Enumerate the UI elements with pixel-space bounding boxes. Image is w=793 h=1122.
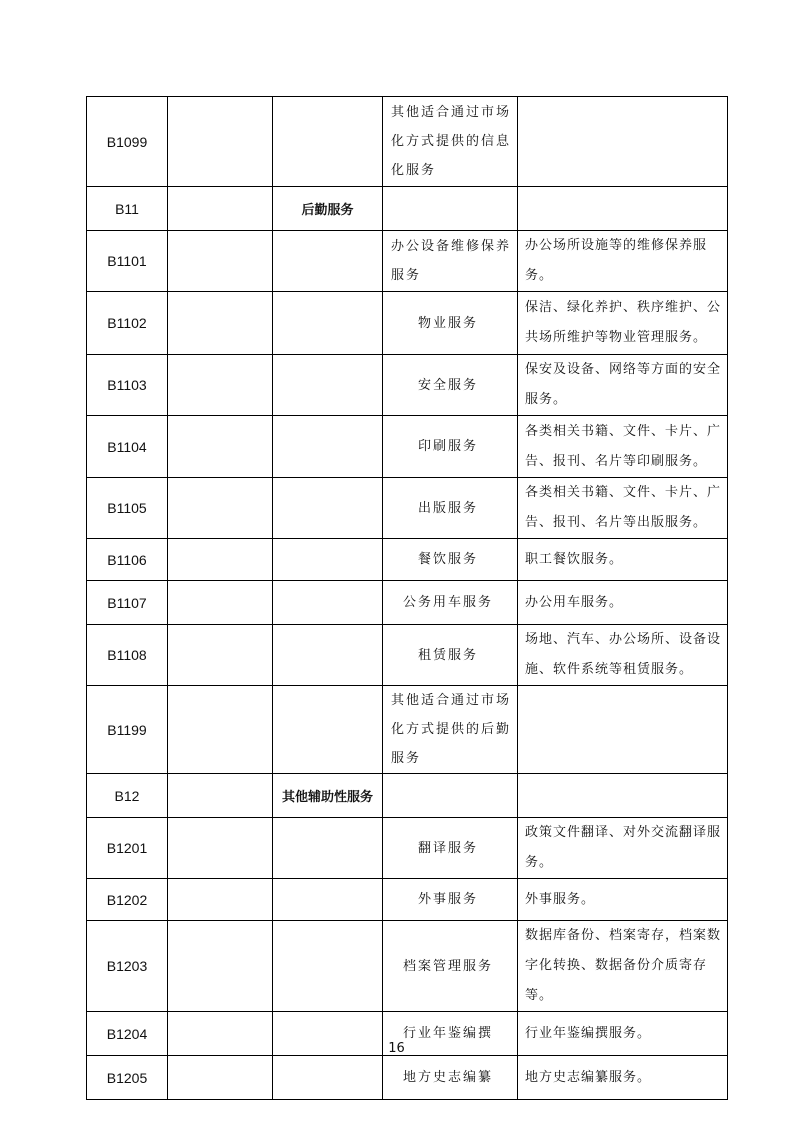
level2-cell bbox=[168, 231, 273, 292]
level2-cell bbox=[168, 539, 273, 581]
description-cell bbox=[518, 187, 728, 231]
category-cell bbox=[273, 231, 383, 292]
code-cell: B1107 bbox=[87, 581, 168, 625]
category-cell bbox=[273, 625, 383, 686]
level2-cell bbox=[168, 97, 273, 187]
code-cell: B1106 bbox=[87, 539, 168, 581]
code-cell: B1103 bbox=[87, 355, 168, 416]
description-cell bbox=[518, 774, 728, 818]
table-row bbox=[87, 292, 728, 355]
name-cell: 餐饮服务 bbox=[383, 539, 518, 581]
description-cell bbox=[518, 97, 728, 187]
category-cell: 其他辅助性服务 bbox=[273, 774, 383, 818]
name-cell bbox=[383, 187, 518, 231]
description-cell: 办公用车服务。 bbox=[518, 581, 728, 625]
code-cell: B1105 bbox=[87, 478, 168, 539]
table-row bbox=[87, 879, 728, 921]
table-row bbox=[87, 478, 728, 539]
category-cell bbox=[273, 686, 383, 774]
name-cell: 安全服务 bbox=[383, 355, 518, 416]
table-row bbox=[87, 1056, 728, 1100]
code-cell: B1203 bbox=[87, 921, 168, 1012]
level2-cell bbox=[168, 625, 273, 686]
level2-cell bbox=[168, 818, 273, 879]
name-cell: 翻译服务 bbox=[383, 818, 518, 879]
category-cell bbox=[273, 97, 383, 187]
code-cell: B1108 bbox=[87, 625, 168, 686]
category-cell bbox=[273, 292, 383, 355]
level2-cell bbox=[168, 1056, 273, 1100]
name-cell: 公务用车服务 bbox=[383, 581, 518, 625]
level2-cell bbox=[168, 921, 273, 1012]
description-cell: 行业年鉴编撰服务。 bbox=[518, 1012, 728, 1056]
code-cell: B1201 bbox=[87, 818, 168, 879]
name-cell: 物业服务 bbox=[383, 292, 518, 355]
table-row bbox=[87, 416, 728, 478]
name-cell: 办公设备维修保养服务 bbox=[383, 231, 518, 292]
level2-cell bbox=[168, 581, 273, 625]
code-cell: B1102 bbox=[87, 292, 168, 355]
description-cell: 政策文件翻译、对外交流翻译服务。 bbox=[518, 818, 728, 879]
table-row bbox=[87, 187, 728, 231]
level2-cell bbox=[168, 774, 273, 818]
code-cell: B1205 bbox=[87, 1056, 168, 1100]
category-cell bbox=[273, 355, 383, 416]
level2-cell bbox=[168, 879, 273, 921]
code-cell: B1099 bbox=[87, 97, 168, 187]
name-cell: 其他适合通过市场化方式提供的后勤服务 bbox=[383, 686, 518, 774]
category-cell bbox=[273, 921, 383, 1012]
description-cell bbox=[518, 686, 728, 774]
name-cell: 档案管理服务 bbox=[383, 921, 518, 1012]
description-cell: 场地、汽车、办公场所、设备设施、软件系统等租赁服务。 bbox=[518, 625, 728, 686]
table-row bbox=[87, 231, 728, 292]
table-row bbox=[87, 355, 728, 416]
level2-cell bbox=[168, 355, 273, 416]
name-cell: 其他适合通过市场化方式提供的信息化服务 bbox=[383, 97, 518, 187]
description-cell: 外事服务。 bbox=[518, 879, 728, 921]
category-cell: 后勤服务 bbox=[273, 187, 383, 231]
category-cell bbox=[273, 478, 383, 539]
code-cell: B12 bbox=[87, 774, 168, 818]
table-row bbox=[87, 818, 728, 879]
table-row bbox=[87, 921, 728, 1012]
code-cell: B1104 bbox=[87, 416, 168, 478]
description-cell: 数据库备份、档案寄存，档案数字化转换、数据备份介质寄存等。 bbox=[518, 921, 728, 1012]
table-row bbox=[87, 625, 728, 686]
category-cell bbox=[273, 581, 383, 625]
name-cell: 外事服务 bbox=[383, 879, 518, 921]
category-cell bbox=[273, 818, 383, 879]
code-cell: B11 bbox=[87, 187, 168, 231]
name-cell: 印刷服务 bbox=[383, 416, 518, 478]
description-cell: 职工餐饮服务。 bbox=[518, 539, 728, 581]
level2-cell bbox=[168, 187, 273, 231]
code-cell: B1202 bbox=[87, 879, 168, 921]
category-cell bbox=[273, 416, 383, 478]
category-cell bbox=[273, 1056, 383, 1100]
table-row bbox=[87, 97, 728, 187]
code-cell: B1204 bbox=[87, 1012, 168, 1056]
description-cell: 保洁、绿化养护、秩序维护、公共场所维护等物业管理服务。 bbox=[518, 292, 728, 355]
table-row bbox=[87, 539, 728, 581]
description-cell: 保安及设备、网络等方面的安全服务。 bbox=[518, 355, 728, 416]
table-row bbox=[87, 581, 728, 625]
description-cell: 地方史志编纂服务。 bbox=[518, 1056, 728, 1100]
category-cell bbox=[273, 539, 383, 581]
table-row bbox=[87, 686, 728, 774]
description-cell: 各类相关书籍、文件、卡片、广告、报刊、名片等印刷服务。 bbox=[518, 416, 728, 478]
name-cell: 租赁服务 bbox=[383, 625, 518, 686]
name-cell bbox=[383, 774, 518, 818]
level2-cell bbox=[168, 292, 273, 355]
level2-cell bbox=[168, 416, 273, 478]
category-cell bbox=[273, 879, 383, 921]
description-cell: 办公场所设施等的维修保养服务。 bbox=[518, 231, 728, 292]
level2-cell bbox=[168, 478, 273, 539]
description-cell: 各类相关书籍、文件、卡片、广告、报刊、名片等出版服务。 bbox=[518, 478, 728, 539]
code-cell: B1199 bbox=[87, 686, 168, 774]
catalog-table-body bbox=[87, 97, 728, 1100]
name-cell: 行业年鉴编撰 bbox=[383, 1012, 518, 1056]
code-cell: B1101 bbox=[87, 231, 168, 292]
name-cell: 地方史志编纂 bbox=[383, 1056, 518, 1100]
table-row bbox=[87, 774, 728, 818]
catalog-table bbox=[86, 96, 728, 1100]
page-number: 16 bbox=[388, 1041, 405, 1056]
level2-cell bbox=[168, 686, 273, 774]
name-cell: 出版服务 bbox=[383, 478, 518, 539]
